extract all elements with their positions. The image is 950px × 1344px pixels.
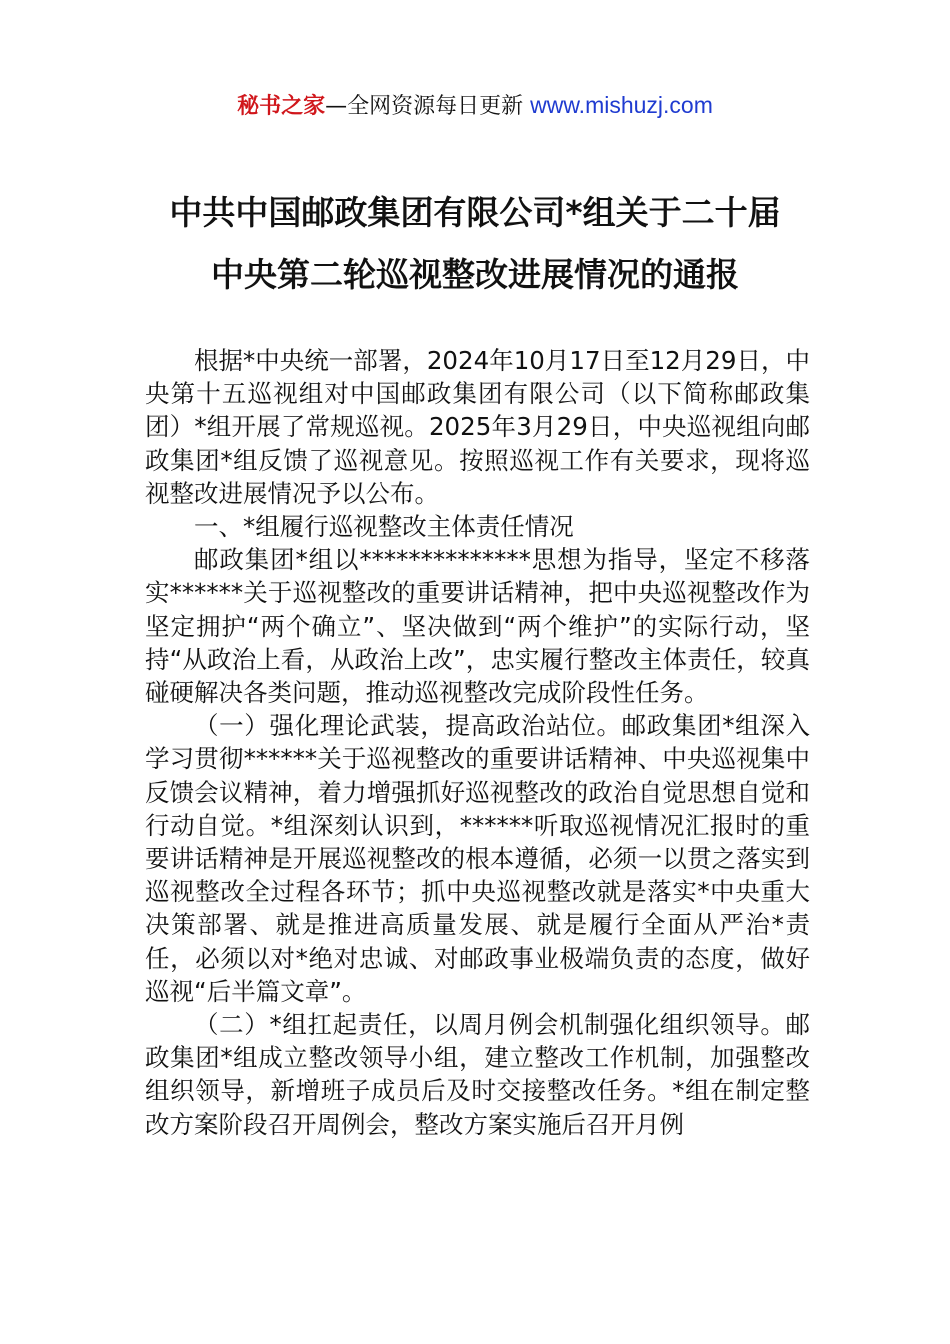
site-url-link[interactable]: www.mishuzj.com [530, 92, 713, 118]
brand-name: 秘书之家 [237, 94, 326, 119]
title-line-2: 中央第二轮巡视整改进展情况的通报 [211, 255, 739, 294]
document-body [145, 344, 810, 1141]
body-paragraph: 邮政集团*组以**************思想为指导，坚定不移落实******关于巡视整改的重要讲话精神，把中央巡视整改作为坚定拥护“两个确立”、坚决做到“两个维护”的实际行动，坚持“从政治上看，从政治上改”，忠实履行整改主体责任，较真碰硬解决各类问题，推动巡视整改完成阶段性任务。 [145, 545, 810, 708]
site-slogan: —全网资源每日更新 [325, 94, 531, 119]
site-banner [0, 88, 950, 124]
document-title [60, 182, 890, 306]
section-heading-1: 一、*组履行巡视整改主体责任情况 [194, 512, 574, 542]
title-line-1: 中共中国邮政集团有限公司*组关于二十届 [169, 193, 781, 232]
body-paragraph: （二）*组扛起责任，以周月例会机制强化组织领导。邮政集团*组成立整改领导小组，建立整改工作机制，加强整改组织领导，新增班子成员后及时交接整改任务。*组在制定整改方案阶段召开周例会，整改方案实施后召开月例 [145, 1010, 810, 1139]
body-paragraph: （一）强化理论武装，提高政治站位。邮政集团*组深入学习贯彻******关于巡视整改的重要讲话精神、中央巡视集中反馈会议精神，着力增强抓好巡视整改的政治自觉思想自觉和行动自觉。*组深刻认识到，******听取巡视情况汇报时的重要讲话精神是开展巡视整改的根本遵循，必须一以贯之落实到巡视整改全过程各环节；抓中央巡视整改就是落实*中央重大决策部署、就是推进高质量发展、就是履行全面从严治*责任，必须以对*绝对忠诚、对邮政事业极端负责的态度，做好巡视“后半篇文章”。 [145, 711, 810, 1006]
intro-paragraph: 根据*中央统一部署，2024年10月17日至12月29日，中央第十五巡视组对中国邮政集团有限公司（以下简称邮政集团）*组开展了常规巡视。2025年3月29日，中央巡视组向邮政集团*组反馈了巡视意见。按照巡视工作有关要求，现将巡视整改进展情况予以公布。 [145, 346, 810, 508]
